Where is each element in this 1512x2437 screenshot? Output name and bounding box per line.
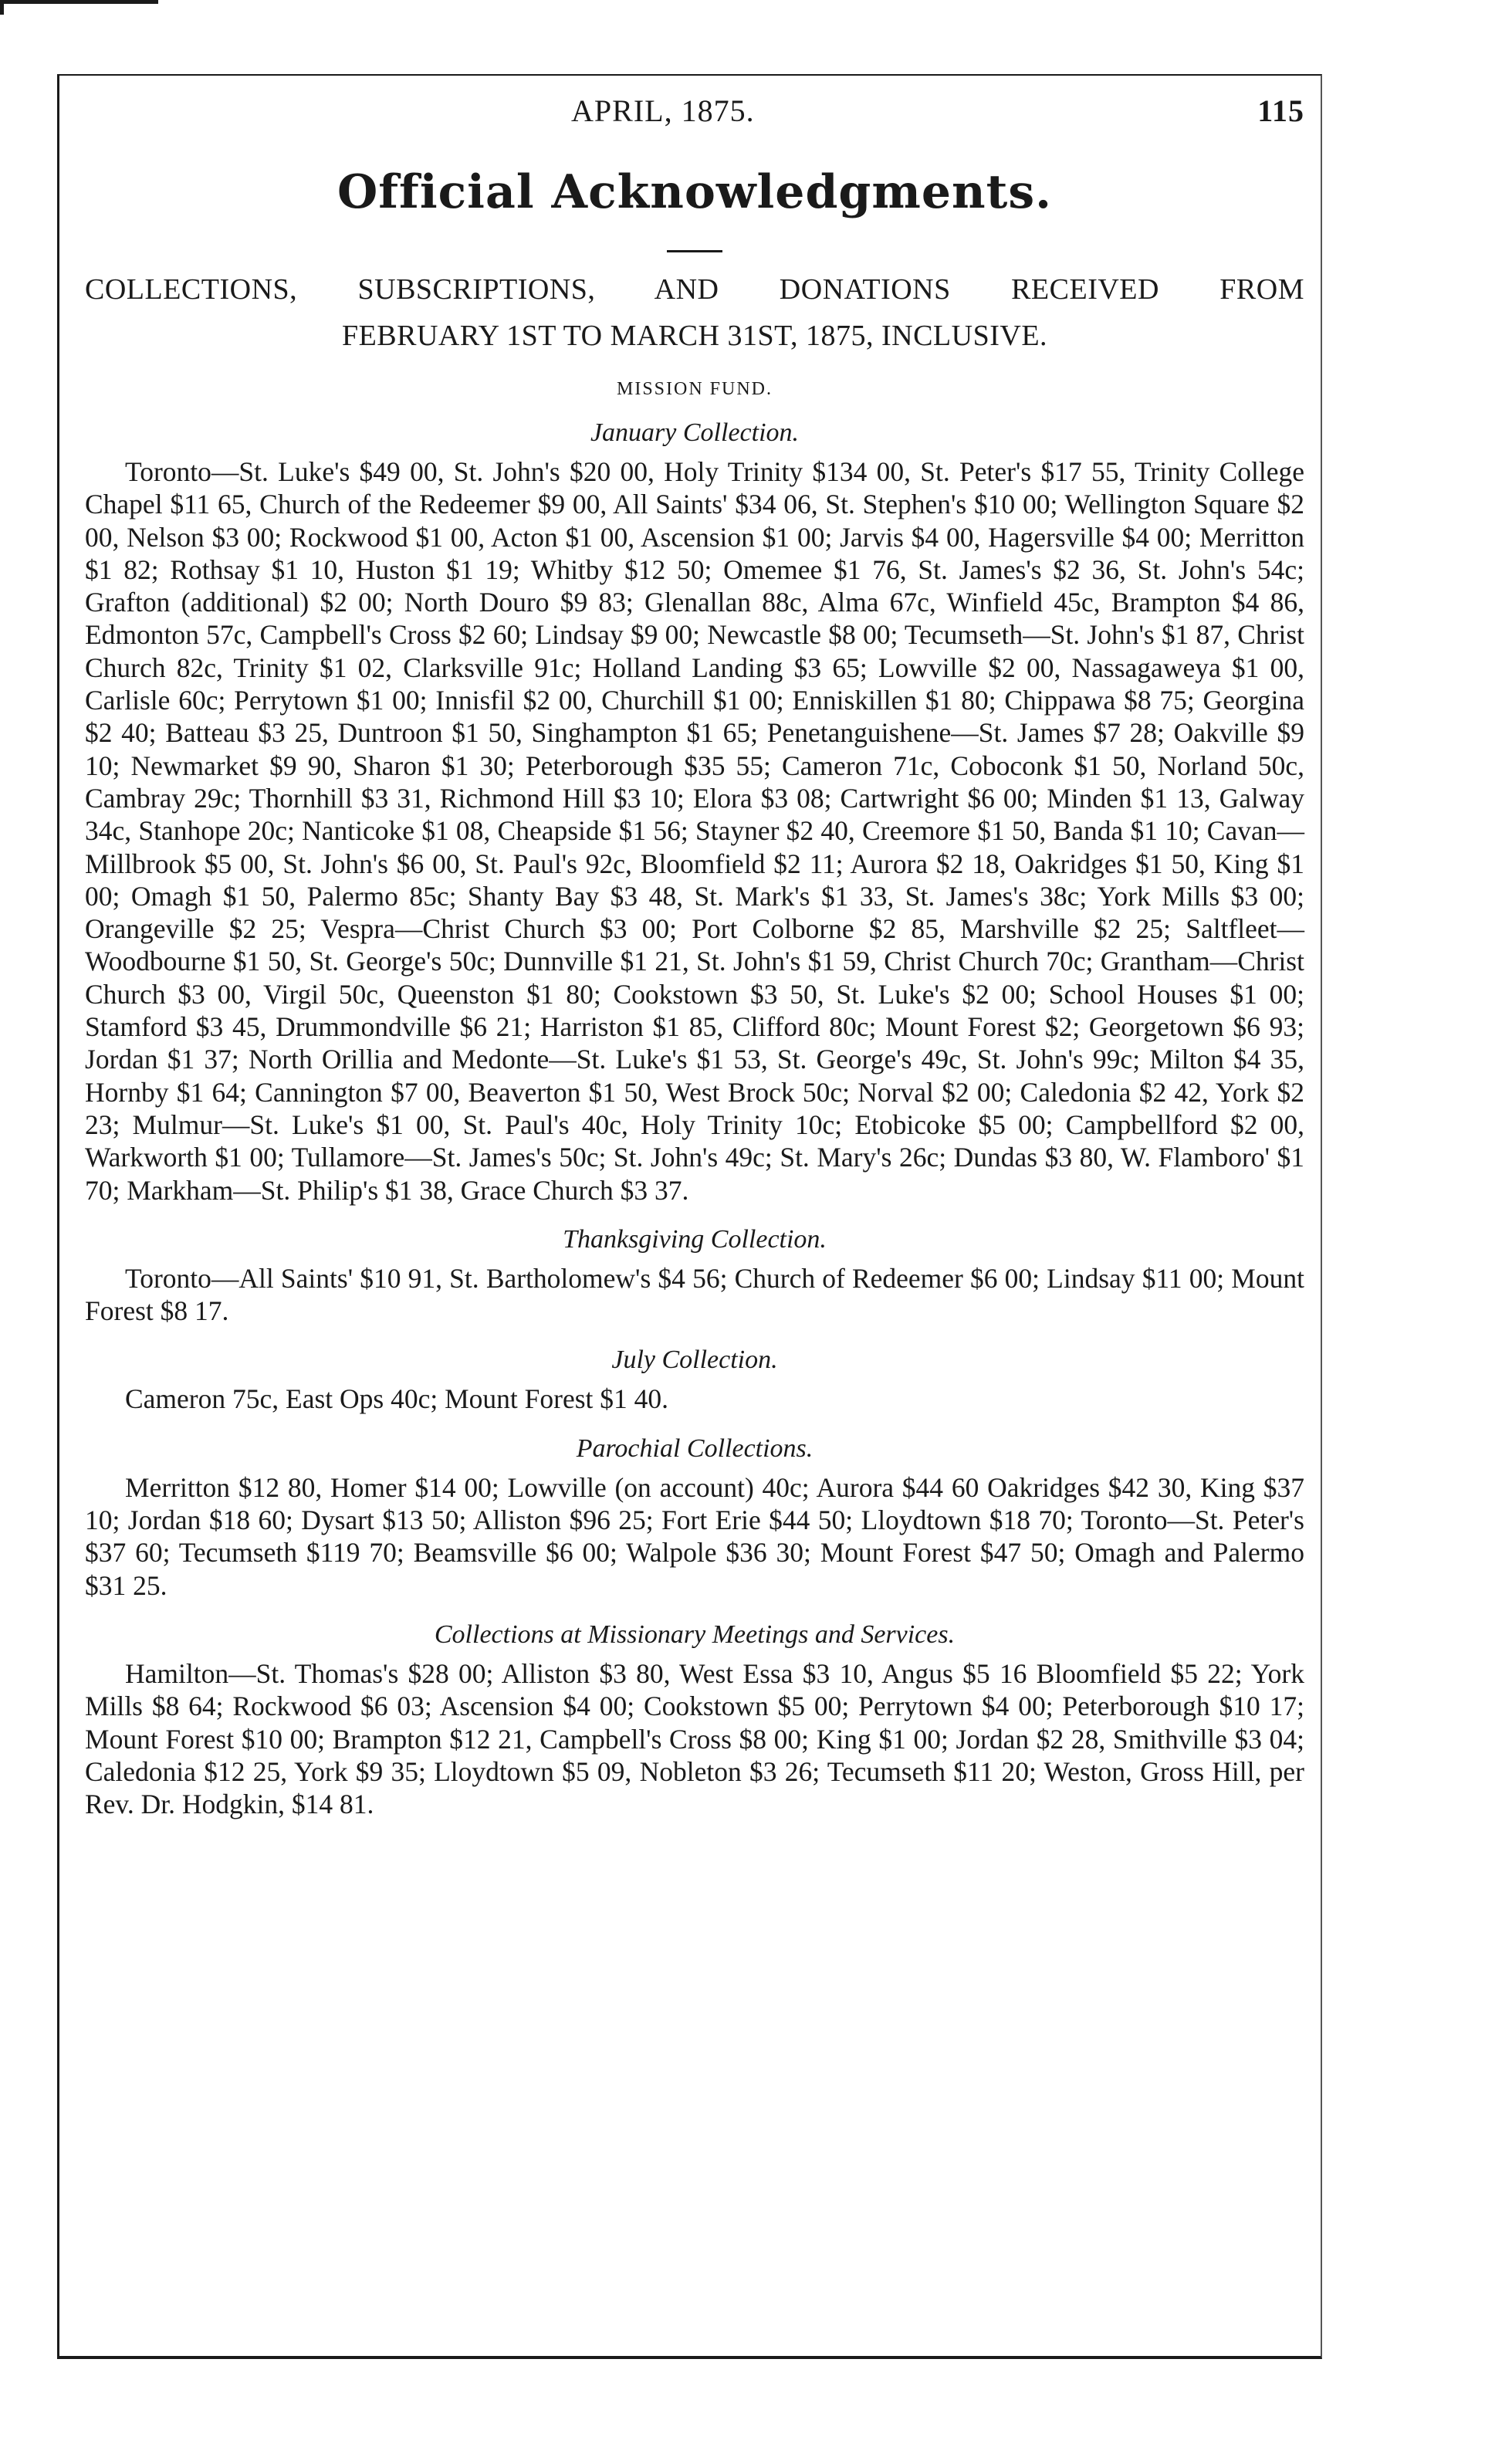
section-text-january: Toronto—St. Luke's $49 00, St. John's $20 00, Holy Trinity $134 00, St. Peter's $17 55, Trinity College Chapel $11 65, Church of the Redeemer $9 00, All Saints' $34 06, St. Stephen's $10 00; Wellington Square $2 00, Nelson $3 00; Rockwood $1 00, Acton $1 00, Ascension $1 00; Jarvis $4 00, Hagersville $4 00; Merritton $1 82; Rothsay $1 10, Huston $1 19; Whitby $12 50; Omemee $1 76, St. James's $2 36, St. John's 54c; Grafton (additional) $2 00; North Douro $9 83; Glenallan 88c, Alma 67c, Winfield 45c, Brampton $4 86, Edmonton 57c, Campbell's Cross $2 60; Lindsay $9 00; Newcastle $8 00; Tecumseth—St. John's $1 87, Christ Church 82c, Trinity $1 02, Clarksville 91c; Holland Landing $3 65; Lowville $2 00, Nassagaweya $1 00, Carlisle 60c; Perrytown $1 00; Innisfil $2 00, Churchill $1 00; Enniskillen $1 80; Chippawa $8 75; Georgina $2 40; Batteau $3 25, Duntroon $1 50, Singhampton $1 65; Penetanguishene—St. James $7 28; Oakville $9 10; Newmarket $9 90, Sharon $1 30; Peterborough $35 55; Cameron 71c, Coboconk $1 50, Norland 50c, Cambray 29c; Thornhill $3 31, Richmond Hill $3 10; Elora $3 08; Cartwright $6 00; Minden $1 13, Galway 34c, Stanhope 20c; Nanticoke $1 08, Cheapside $1 56; Stayner $2 40, Creemore $1 50, Banda $1 10; Cavan—Millbrook $5 00, St. John's $6 00, St. Paul's 92c, Bloomfield $2 11; Aurora $2 18, Oakridges $1 50, King $1 00; Omagh $1 50, Palermo 85c; Shanty Bay $3 48, St. Mark's $1 33, St. James's 38c; York Mills $3 00; Orangeville $2 25; Vespra—Christ Church $3 00; Port Colborne $2 85, Marshville $2 25; Saltfleet—Woodbourne $1 50, St. George's 50c; Dunnville $1 21, St. John's $1 59, Christ Church 70c; Grantham—Christ Church $3 00, Virgil 50c, Queenston $1 80; Cookstown $3 50, St. Luke's $2 00; School Houses $1 00; Stamford $3 45, Drummondville $6 21; Harriston $1 85, Clifford 80c; Mount Forest $2; Georgetown $6 93; Jordan $1 37; North Orillia and Medonte—St. Luke's $1 53, St. George's 49c, St. John's 99c; Milton $4 35, Hornby $1 64; Cannington $7 00, Beaverton $1 50, West Brock 50c; Norval $2 00; Caledonia $2 42, York $2 23; Mulmur—St. Luke's $1 00, St. Paul's 40c, Holy Trinity 10c; Etobicoke $5 00; Campbellford $2 00, Warkworth $1 00; Tullamore—St. James's 50c; St. John's 49c; St. Mary's 26c; Dundas $3 80, W. Flamboro' $1 70; Markham—St. Philip's $1 38, Grace Church $3 37. — [85, 456, 1304, 1206]
corner-mark — [0, 0, 158, 15]
section-text-missionary-meetings: Hamilton—St. Thomas's $28 00; Alliston $3 80, West Essa $3 10, Angus $5 16 Bloomfield $5 22; York Mills $8 64; Rockwood $6 03; Ascension $4 00; Cookstown $5 00; Perrytown $4 00; Peterborough $10 17; Mount Forest $10 00; Brampton $12 21, Campbell's Cross $8 00; King $1 00; Jordan $2 28, Smithville $3 04; Caledonia $12 25, York $9 35; Lloydtown $5 09, Nobleton $3 26; Tecumseth $11 20; Weston, Gross Hill, per Rev. Dr. Hodgkin, $14 81. — [85, 1657, 1304, 1820]
title-rule — [667, 250, 722, 252]
subtitle-line-2: FEBRUARY 1ST TO MARCH 31ST, 1875, INCLUSIVE. — [341, 320, 1048, 352]
section-text-parochial: Merritton $12 80, Homer $14 00; Lowville (on account) 40c; Aurora $44 60 Oakridges $42 30, King $37 10; Jordan $18 60; Dysart $13 50; Alliston $96 25; Fort Erie $44 50; Lloydtown $18 70; Toronto—St. Peter's $37 60; Tecumseth $119 70; Beamsville $6 00; Walpole $36 30; Mount Forest $47 50; Omagh and Palermo $31 25. — [85, 1471, 1304, 1601]
subtitle-line-1: COLLECTIONS, SUBSCRIPTIONS, AND DONATIONS RECEIVED FROM — [85, 273, 1304, 306]
page-content — [85, 93, 1304, 1820]
running-head-date: APRIL, 1875. — [571, 93, 755, 128]
fund-heading: MISSION FUND. — [616, 379, 773, 399]
section-heading-january: January Collection. — [590, 418, 800, 447]
page-number: 115 — [1257, 93, 1304, 128]
running-head — [85, 93, 1304, 139]
section-heading-missionary-meetings: Collections at Missionary Meetings and Services. — [434, 1620, 956, 1649]
section-heading-parochial: Parochial Collections. — [576, 1433, 814, 1463]
section-heading-july: July Collection. — [611, 1345, 778, 1375]
page-title: Official Acknowledgments. — [337, 165, 1053, 219]
section-text-thanksgiving: Toronto—All Saints' $10 91, St. Bartholomew's $4 56; Church of Redeemer $6 00; Lindsay $11 00; Mount Forest $8 17. — [85, 1262, 1304, 1327]
section-text-july: Cameron 75c, East Ops 40c; Mount Forest $1 40. — [125, 1383, 669, 1415]
section-heading-thanksgiving: Thanksgiving Collection. — [563, 1224, 827, 1254]
